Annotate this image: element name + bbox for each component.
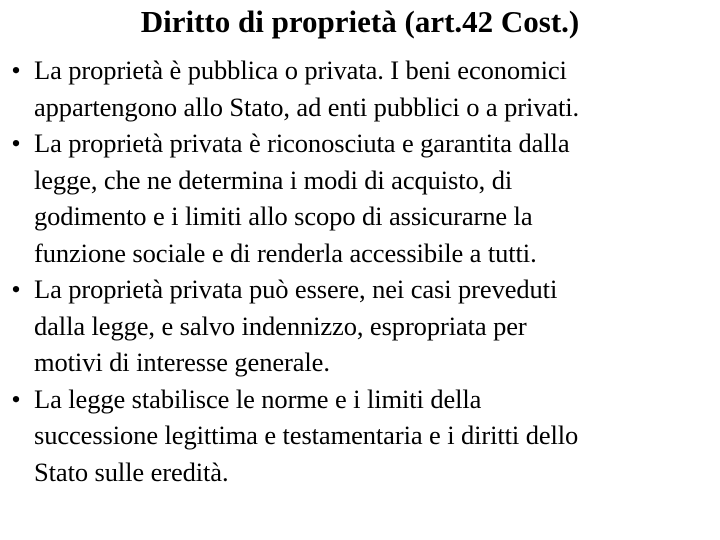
bullet-text-line: Stato sulle eredità. [34,456,229,487]
bullet-item [0,381,720,491]
bullet-text-line: appartengono allo Stato, ad enti pubblici o a privati. [34,91,580,122]
bullet-marker: • [11,128,21,158]
bullet-item [0,271,720,381]
bullet-text-line: motivi di interesse generale. [34,347,330,377]
bullet-text-line: successione legittima e testamentaria e i diritti dello [34,420,579,450]
bullet-marker: • [11,383,21,414]
bullet-list [0,52,720,490]
bullet-text-line: godimento e i limiti allo scopo di assicurarne la [34,201,533,231]
slide-title: Diritto di proprietà (art.42 Cost.) [140,4,580,39]
bullet-item [0,125,720,271]
bullet-text-line: La proprietà privata può essere, nei casi preveduti [34,274,558,304]
bullet-text-line: funzione sociale e di renderla accessibile a tutti. [34,237,537,268]
bullet-marker: • [11,274,21,304]
bullet-text-line: La proprietà è pubblica o privata. I beni economici [34,55,567,85]
bullet-marker: • [11,55,21,85]
bullet-text-line: legge, che ne determina i modi di acquisto, di [34,164,513,195]
bullet-text-line: La proprietà privata è riconosciuta e garantita dalla [34,128,570,158]
bullet-text-line: dalla legge, e salvo indennizzo, espropriata per [34,310,527,341]
bullet-item [0,52,720,125]
bullet-text-line: La legge stabilisce le norme e i limiti della [34,383,482,414]
